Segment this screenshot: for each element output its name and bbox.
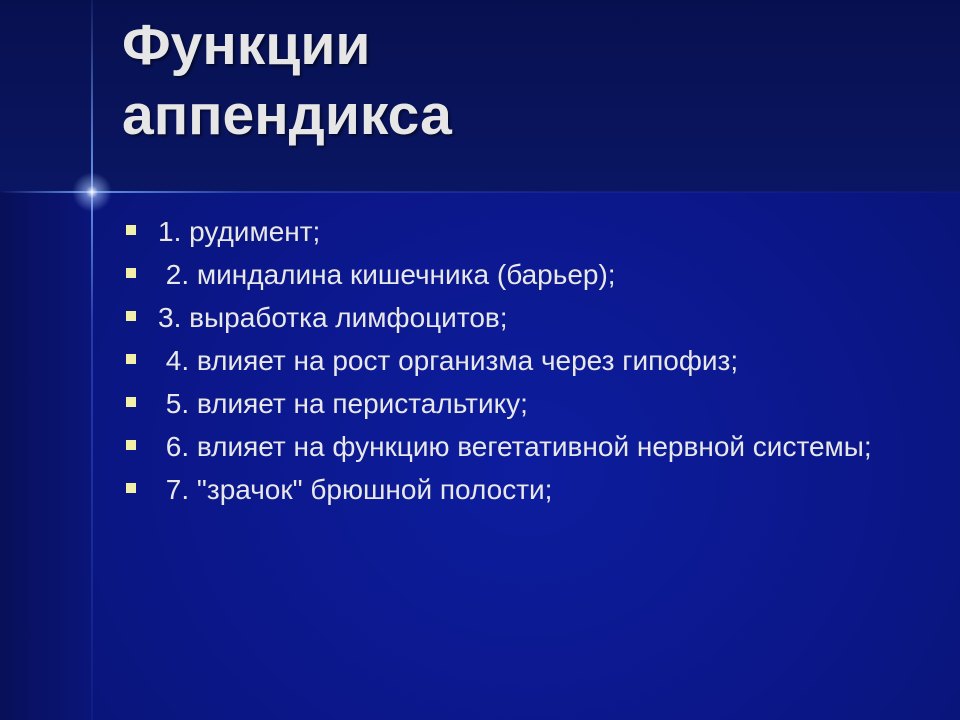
left-band xyxy=(0,192,92,720)
horizontal-divider-line xyxy=(0,191,960,193)
bullet-text-1: 1. рудимент; xyxy=(158,216,321,247)
bullet-text-7: 7. "зрачок" брюшной полости; xyxy=(158,474,553,505)
square-bullet-icon xyxy=(126,483,136,493)
bullet-item-3 xyxy=(122,301,882,334)
bullet-item-5 xyxy=(122,387,882,420)
square-bullet-icon xyxy=(126,268,136,278)
bullet-text-6: 6. влияет на функцию вегетативной нервной системы; xyxy=(158,431,872,462)
slide-title-line-2: аппендикса xyxy=(122,83,452,147)
square-bullet-icon xyxy=(126,311,136,321)
bullet-text-2: 2. миндалина кишечника (барьер); xyxy=(158,259,616,290)
bullet-text-5: 5. влияет на перистальтику; xyxy=(158,388,528,419)
bullet-item-6 xyxy=(122,430,882,463)
bullet-text-3: 3. выработка лимфоцитов; xyxy=(158,302,508,333)
bullet-item-4 xyxy=(122,344,882,377)
square-bullet-icon xyxy=(126,397,136,407)
square-bullet-icon xyxy=(126,440,136,450)
bullet-text-4: 4. влияет на рост организма через гипофиз; xyxy=(158,345,739,376)
bullet-list xyxy=(122,215,882,516)
bullet-item-2 xyxy=(122,258,882,291)
square-bullet-icon xyxy=(126,354,136,364)
slide-title xyxy=(122,10,452,150)
square-bullet-icon xyxy=(126,225,136,235)
vertical-divider-line xyxy=(91,0,93,720)
slide-title-line-1: Функции xyxy=(122,13,371,77)
bullet-item-7 xyxy=(122,473,882,506)
bullet-item-1 xyxy=(122,215,882,248)
sparkle-icon xyxy=(72,172,112,212)
